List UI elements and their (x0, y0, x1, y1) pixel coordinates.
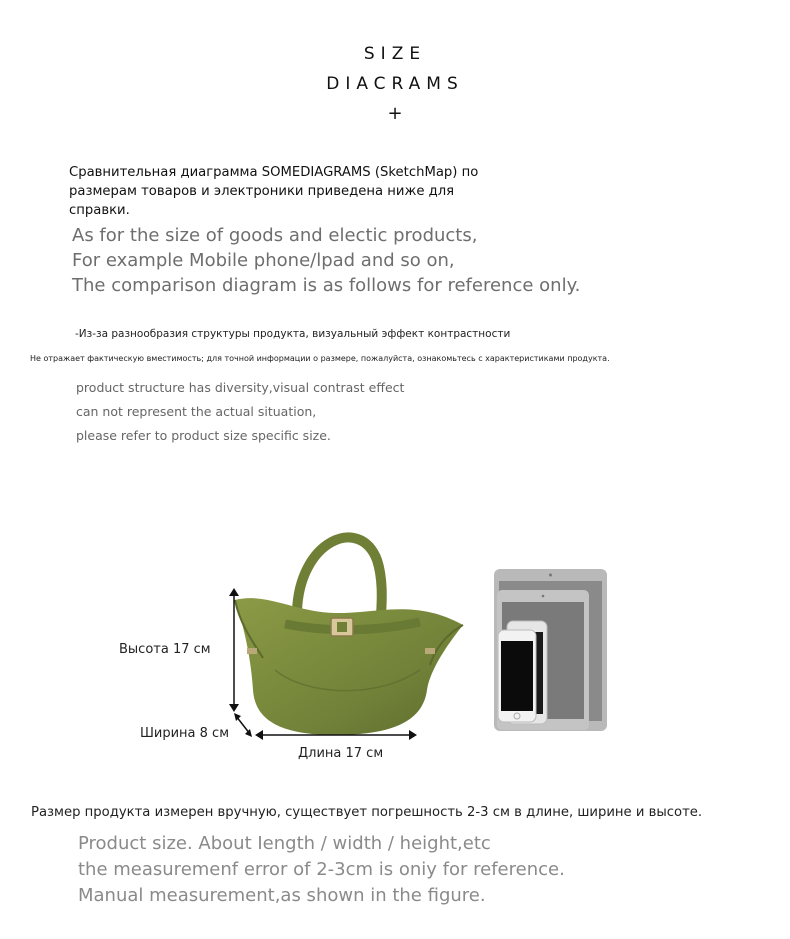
title-size: SIZE (363, 44, 427, 64)
intro-english-line: As for the size of goods and electic products, (72, 225, 478, 246)
title-diagrams: DIACRAMS (326, 74, 464, 94)
intro-english (72, 223, 580, 298)
width-arrow (232, 712, 254, 738)
intro-english-line: For example Mobile phone/lpad and so on, (72, 250, 455, 271)
note-russian-2: Не отражает фактическую вместимость; для точной информации о размере, пожалуйста, ознакомьтесь с характеристиками продукта. (30, 354, 610, 363)
width-label: Ширина 8 см (140, 726, 230, 741)
note-english-line: please refer to product size specific size. (76, 428, 331, 443)
note-russian-1: -Из-за разнообразия структуры продукта, визуальный эффект контрастности (75, 328, 511, 340)
note-english-line: can not represent the actual situation, (76, 404, 317, 419)
length-label: Длина 17 см (298, 746, 384, 761)
measurement-note-english (78, 831, 565, 909)
measurement-note-line: Product size. About Iength / width / height,etc (78, 833, 491, 854)
intro-english-line: The comparison diagram is as follows for reference only. (72, 275, 581, 296)
measurement-note-line: Manual measurement,as shown in the figure. (78, 885, 486, 906)
note-english (76, 376, 404, 448)
handbag-image (225, 520, 475, 745)
length-arrow (255, 729, 417, 741)
height-arrow (228, 588, 240, 712)
height-label: Высота 17 см (119, 642, 211, 657)
title-plus: + (387, 103, 403, 124)
note-english-line: product structure has diversity,visual contrast effect (76, 380, 405, 395)
measurement-note-line: the measuremenf error of 2-3cm is oniy for reference. (78, 859, 565, 880)
intro-russian: Сравнительная диаграмма SOMEDIAGRAMS (SketchMap) по размерам товаров и электроники приведена ниже для справки. (69, 165, 479, 218)
measurement-note-russian: Размер продукта измерен вручную, существует погрешность 2-3 см в длине, ширине и высоте. (31, 805, 703, 820)
devices-comparison-image (494, 569, 609, 732)
